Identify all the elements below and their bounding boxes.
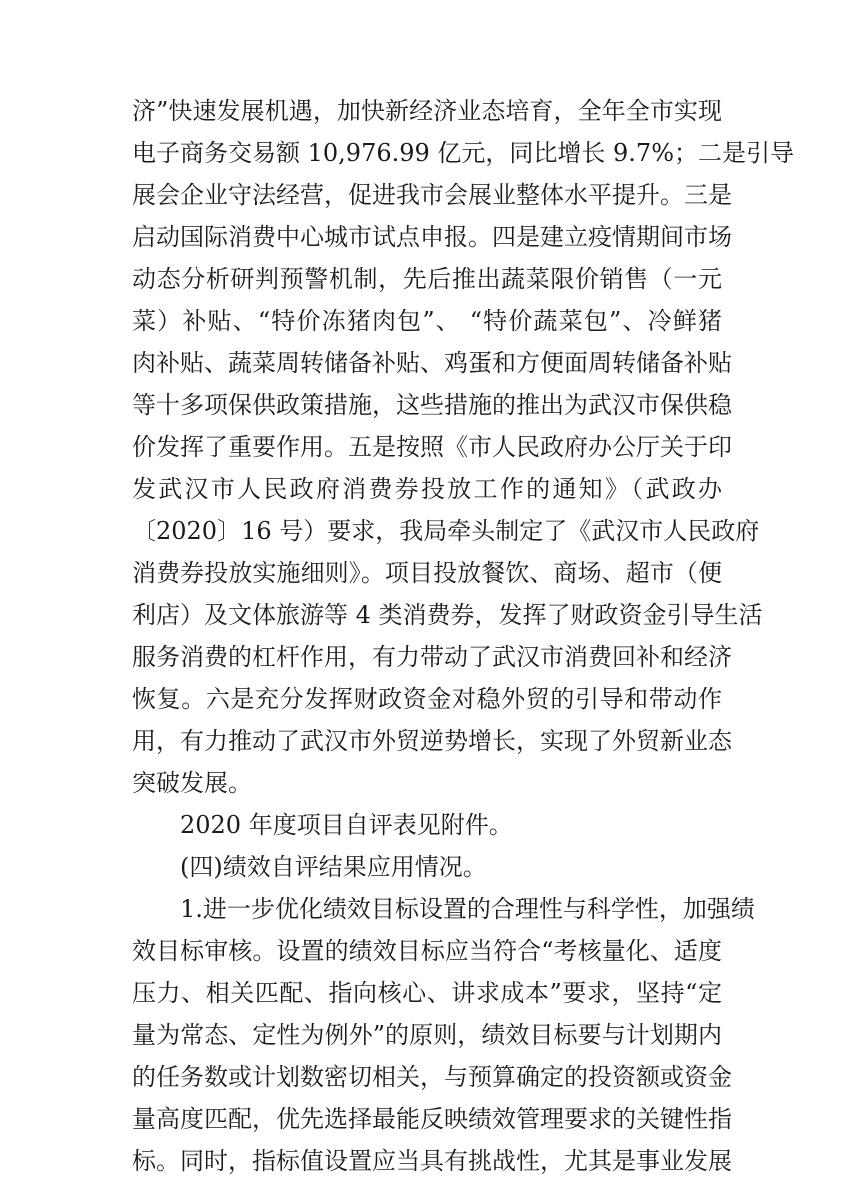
text-line: 量高度匹配，优先选择最能反映绩效管理要求的关键性指: [132, 1105, 732, 1133]
text-line: 肉补贴、蔬菜周转储备补贴、鸡蛋和方便面周转储备补贴: [132, 349, 732, 377]
text-line: 量为常态、定性为例外”的原则，绩效目标要与计划期内: [132, 1021, 722, 1049]
text-line: 价发挥了重要作用。五是按照《市人民政府办公厅关于印: [132, 433, 732, 461]
text-line: 的任务数或计划数密切相关，与预算确定的投资额或资金: [132, 1063, 732, 1091]
text-line: 压力、相关匹配、指向核心、讲求成本”要求，坚持“定: [132, 979, 722, 1007]
text-line: 突破发展。: [132, 769, 252, 797]
attachment-note: 2020 年度项目自评表见附件。: [180, 811, 513, 839]
text-line: 消费券投放实施细则》。项目投放餐饮、商场、超市（便: [132, 559, 722, 587]
text-line: 恢复。六是充分发挥财政资金对稳外贸的引导和带动作: [132, 685, 722, 713]
text-line: 发武汉市人民政府消费券投放工作的通知》（武政办: [132, 475, 722, 503]
text-line: 标。同时，指标值设置应当具有挑战性，尤其是事业发展: [132, 1147, 732, 1175]
text-line: 电子商务交易额 10,976.99 亿元，同比增长 9.7%；二是引导: [132, 139, 795, 167]
text-line: 利店）及文体旅游等 4 类消费券，发挥了财政资金引导生活: [132, 601, 763, 629]
text-line: 〔2020〕16 号）要求，我局牵头制定了《武汉市人民政府: [132, 517, 760, 545]
text-line: 1.进一步优化绩效目标设置的合理性与科学性，加强绩: [180, 895, 755, 923]
text-line: 启动国际消费中心城市试点申报。四是建立疫情期间市场: [132, 223, 732, 251]
text-line: 济”快速发展机遇，加快新经济业态培育，全年全市实现: [132, 97, 722, 125]
section-heading: (四)绩效自评结果应用情况。: [180, 853, 487, 881]
text-line: 服务消费的杠杆作用，有力带动了武汉市消费回补和经济: [132, 643, 732, 671]
text-line: 菜）补贴、“特价冻猪肉包”、 “特价蔬菜包”、冷鲜猪: [132, 307, 722, 335]
body-text: [132, 90, 795, 1182]
text-line: 效目标审核。设置的绩效目标应当符合“考核量化、适度: [132, 937, 722, 965]
text-line: 用，有力推动了武汉市外贸逆势增长，实现了外贸新业态: [132, 727, 732, 755]
text-line: 等十多项保供政策措施，这些措施的推出为武汉市保供稳: [132, 391, 732, 419]
text-line: 动态分析研判预警机制，先后推出蔬菜限价销售（一元: [132, 265, 722, 293]
text-line: 展会企业守法经营，促进我市会展业整体水平提升。三是: [132, 181, 732, 209]
